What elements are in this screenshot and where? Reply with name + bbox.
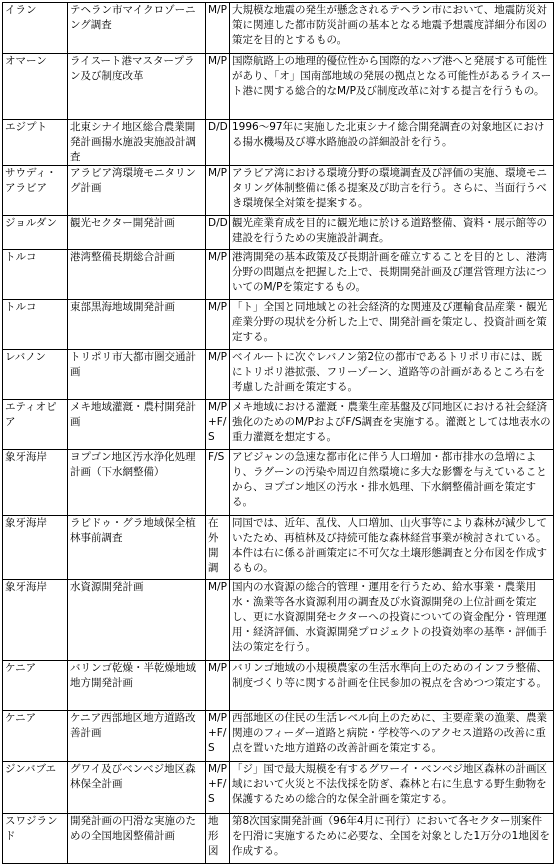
description-cell: 大規模な地震の発生が懸念されるテヘラン市において、地震防災対策に関連した都市防災計画の基本となる地震予想震度詳細分布図の策定を目的とするもの。 xyxy=(230,3,554,54)
table-row xyxy=(3,120,554,166)
table-row xyxy=(3,216,554,250)
country-cell: エジプト xyxy=(3,120,68,166)
table-row xyxy=(3,450,554,516)
description-cell: 国内の水資源の総合的管理・運用を行うため、給水事業・農業用水・漁業等各水資源利用の調査及び水資源開発の上位計画を策定し、更に水資源開発セクターへの投資についての資金配分・管理運用・経済評価、水資源開発プロジェクトの投資効率の基準・評価手法の策定を行う。 xyxy=(230,580,554,661)
table-row xyxy=(3,250,554,300)
project-name-cell: 港湾整備長期総合計画 xyxy=(68,250,206,300)
table-row xyxy=(3,3,554,54)
survey-type-cell: M/P xyxy=(206,3,230,54)
table-row xyxy=(3,54,554,120)
project-name-cell: ライスート港マスタープラン及び制度改革 xyxy=(68,54,206,120)
table-row xyxy=(3,516,554,580)
table-row xyxy=(3,580,554,661)
description-cell: メキ地域における灌漑・農業生産基盤及び同地区における社会経済強化のためのM/PおよびF/S調査を実施する。灌漑としては地表水の重力灌漑を想定する。 xyxy=(230,400,554,450)
country-cell: ジンバブエ xyxy=(3,762,68,814)
project-name-cell: トリポリ市大都市圏交通計画 xyxy=(68,350,206,400)
country-cell: 象牙海岸 xyxy=(3,450,68,516)
survey-type-cell: M/P xyxy=(206,350,230,400)
description-cell: 「ト」全国と同地域との社会経済的な関連及び運輸食品産業・観光産業分野の現状を分析した上で、開発計画を策定し、投資計画を策定する。 xyxy=(230,300,554,350)
survey-type-cell: 在外開調 xyxy=(206,516,230,580)
table-row xyxy=(3,711,554,762)
country-cell: レバノン xyxy=(3,350,68,400)
description-cell: 同国では、近年、乱伐、人口増加、山火事等により森林が減少していたため、再植林及び持続可能な森林経営事業が検討されている。本件は右に係る計画策定に不可欠な土壌形態調査と分布図を作成するもの。 xyxy=(230,516,554,580)
table-body xyxy=(3,3,554,864)
project-name-cell: グワイ及びベンベジ地区森林保全計画 xyxy=(68,762,206,814)
survey-type-cell: D/D xyxy=(206,120,230,166)
table-row xyxy=(3,814,554,864)
description-cell: ベイルートに次ぐレバノン第2位の都市であるトリポリ市には、既にトリポリ港拡張、フリーゾーン、道路等の計画があるところ右を考慮した計画を策定する。 xyxy=(230,350,554,400)
table-row xyxy=(3,400,554,450)
survey-type-cell: D/D xyxy=(206,216,230,250)
project-name-cell: 開発計画の円滑な実施のための全国地図整備計画 xyxy=(68,814,206,864)
project-name-cell: 北東シナイ地区総合農業開発計画揚水施設実施設計調査 xyxy=(68,120,206,166)
project-name-cell: ケニア西部地区地方道路改善計画 xyxy=(68,711,206,762)
survey-type-cell: M/P+F/S xyxy=(206,711,230,762)
country-cell: 象牙海岸 xyxy=(3,580,68,661)
country-cell: ケニア xyxy=(3,661,68,711)
description-cell: アビジャンの急速な都市化に伴う人口増加・都市排水の急増により、ラグーンの汚染や周辺自然環境に多大な影響を与えていることから、ヨプゴン地区の汚水・排水処理、下水網整備計画を策定する。 xyxy=(230,450,554,516)
table-row xyxy=(3,661,554,711)
description-cell: バリンゴ地域の小規模農家の生活水準向上のためのインフラ整備、制度づくり等に関する計画を住民参加の視点を含めつつ策定する。 xyxy=(230,661,554,711)
table-row xyxy=(3,166,554,216)
project-name-cell: 観光セクター開発計画 xyxy=(68,216,206,250)
survey-type-cell: M/P xyxy=(206,580,230,661)
description-cell: 国際航路上の地理的優位性から国際的なハブ港へと発展する可能性があり、「オ」国南部地域の発展の拠点となる可能性があるライスート港に関する総合的なM/P及び制度改革に対する提言を行うもの。 xyxy=(230,54,554,120)
country-cell: トルコ xyxy=(3,300,68,350)
country-cell: ケニア xyxy=(3,711,68,762)
survey-type-cell: M/P xyxy=(206,250,230,300)
survey-type-cell: M/P xyxy=(206,166,230,216)
project-table xyxy=(2,2,554,864)
description-cell: 港湾開発の基本政策及び長期計画を確立することを目的とし、港湾分野の問題点を把握した上で、長期開発計画及び運営管理方法についてのM/Pを策定するもの。 xyxy=(230,250,554,300)
description-cell: 1996～97年に実施した北東シナイ総合開発調査の対象地区における揚水機場及び導水路施設の詳細設計を行う。 xyxy=(230,120,554,166)
country-cell: イラン xyxy=(3,3,68,54)
survey-type-cell: 地形図 xyxy=(206,814,230,864)
project-name-cell: 水資源開発計画 xyxy=(68,580,206,661)
table-row xyxy=(3,350,554,400)
survey-type-cell: M/P+F/S xyxy=(206,762,230,814)
country-cell: エティオピア xyxy=(3,400,68,450)
project-name-cell: メキ地域灌漑・農村開発計画 xyxy=(68,400,206,450)
project-name-cell: テヘラン市マイクロゾーニング調査 xyxy=(68,3,206,54)
description-cell: 観光産業育成を目的に観光地に於ける道路整備、資料・展示館等の建設を行うための実施設計調査。 xyxy=(230,216,554,250)
project-name-cell: ラビドゥ・グラ地域保全植林事前調査 xyxy=(68,516,206,580)
description-cell: 第8次国家開発計画（96年4月に刊行）において各セクター別案件を円滑に実施するために必要な、全国を対象とした1万分の1地図を作成する。 xyxy=(230,814,554,864)
survey-type-cell: M/P+F/S xyxy=(206,400,230,450)
country-cell: 象牙海岸 xyxy=(3,516,68,580)
project-name-cell: バリンゴ乾燥・半乾燥地域地方開発計画 xyxy=(68,661,206,711)
country-cell: トルコ xyxy=(3,250,68,300)
survey-type-cell: M/P xyxy=(206,661,230,711)
description-cell: 西部地区の住民の生活レベル向上のために、主要産業の漁業、農業関連のフィーダー道路と病院・学校等へのアクセス道路の改善に重点を置いた地方道路の改善計画を策定する。 xyxy=(230,711,554,762)
country-cell: ジョルダン xyxy=(3,216,68,250)
project-name-cell: 東部黒海地域開発計画 xyxy=(68,300,206,350)
country-cell: スワジランド xyxy=(3,814,68,864)
country-cell: オマーン xyxy=(3,54,68,120)
description-cell: 「ジ」国で最大規模を有するグワーイ・ベンベジ地区森林の計画区域において火災と不法伐採を防ぎ、森林と右に生息する野生動物を保護するための総合的な保全計画を策定する。 xyxy=(230,762,554,814)
project-name-cell: アラビア湾環境モニタリング計画 xyxy=(68,166,206,216)
survey-type-cell: F/S xyxy=(206,450,230,516)
survey-type-cell: M/P xyxy=(206,300,230,350)
table-row xyxy=(3,300,554,350)
table-row xyxy=(3,762,554,814)
project-name-cell: ヨプゴン地区汚水浄化処理計画（下水網整備） xyxy=(68,450,206,516)
survey-type-cell: M/P xyxy=(206,54,230,120)
description-cell: アラビア湾における環境分野の環境調査及び評価の実施、環境モニタリング体制整備に係る提案及び助言を行う。さらに、当面行うべき環境保全対策を提案する。 xyxy=(230,166,554,216)
country-cell: サウディ・アラビア xyxy=(3,166,68,216)
